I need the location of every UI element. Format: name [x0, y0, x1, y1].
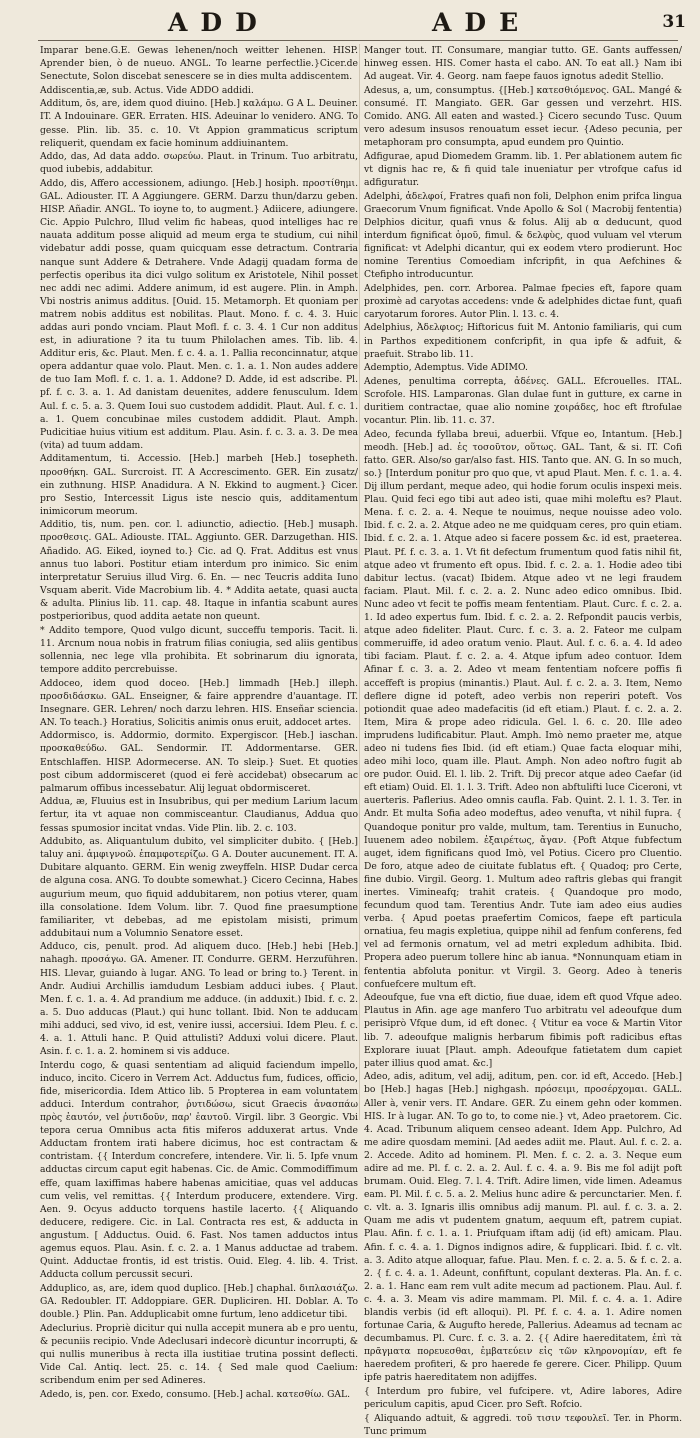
entry: Adfigurae, apud Diomedem Gramm. lib. 1. Per ablationem autem fic vt dignis hac re, & fi quid tale inueniatur per vtrofque cafus id adfiguratur.: [364, 150, 682, 188]
left-column: [40, 44, 358, 1400]
entry: Adelphides, pen. corr. Arborea. Palmae fpecies eft, fapore quam proximè ad caryotas accedens: vnde & adelphides dictae funt, quafi caryotarum forores. Autor Plin. l. 13. c. 4.: [364, 282, 682, 320]
entry: Adelphius, Ἀδελφιος; Hiftoricus fuit M. Antonio familiaris, qui cum in Parthos expeditionem confcripfit, in qua ipfe & adfuit, & praefuit. Strabo lib. 11.: [364, 322, 682, 360]
entry: Adedo, is, pen. cor. Exedo, consumo. [Heb.] achal. κατεσθίω. GAL.: [40, 1388, 351, 1400]
page-number: 31: [662, 12, 686, 32]
right-column: [364, 44, 682, 1437]
entry: Ademptio, Ademptus. Vide ADIMO.: [364, 362, 528, 374]
entry: Additio, tis, num. pen. cor. l. adiunctio, adiectio. [Heb.] musaph. προσθεσις. GAL. Adiouste. ITAL. Aggiunto. GER. Darzugethan. HIS. Añadido. AG. Eiked, ioyned to.} Cic. ad Q. Frat. Additus est vnus annus tuo labori. Postitur etiam interdum pro inimico. Sic enim interpretatur Seruius illud Virg. 6. En. — nec Teucris addita Iuno Vsquam aberit. Vide Macrobium lib. 4. * Addita aetate, quasi aucta & adulta. Plinius lib. 11. cap. 48. Itaque in infantia scabunt aures postperioribus, quod addita aetate non queunt.: [40, 519, 358, 623]
entry: Manger tout. IT. Consumare, mangiar tutto. GE. Gants auffessen/ hinweg essen. HIS. Comer hasta el cabo. AN. To eat all.} Nam ibi Ad augeat. Vir. 4. Georg. nam faepe fauos ignotus adedit Stellio.: [364, 45, 682, 83]
entry: Adesus, a, um, consumptus. {[Heb.] κατεσθιόμενος. GAL. Mangé & consumé. IT. Mangiato. GER. Gar gessen und verzehrt. HIS. Comido. ANG. All eaten and wasted.} Cicero secundo Tusc. Quum vero adesum insusos renouatum esset iecur. {Adeso pecunia, per metaphoram pro consumpta, apud eundem pro Quintio.: [364, 84, 682, 149]
running-head-right: ADE: [432, 8, 532, 37]
entry: Adduco, cis, penult. prod. Ad aliquem duco. [Heb.] hebi [Heb.] nahagh. προσάγω. GA. Amener. IT. Condurre. GERM. Herzuführen. HIS. Llevar, guiando à lugar. ANG. To lead or bring to.} Terent. in Andr. Audiui Archillis iamdudum Lesbiam adduci iubes. { Plaut. Men. f. c. 1. a. 4. Ad prandium me adduce. (in adduxit.) Ibid. f. c. 2. a. 5. Duo adducas (Plaut.) qui hunc tollant. Ibid. Non te adducam mihi adduci, sed vivo, id est, venire iussi, accersiui. Idem Pleu. f. c. 4. a. 1. Attuli hanc. P. Quid attulisti? Adduxi volui dicere. Plaut. Asin. f. c. 1. a. 2. hominem si vis adduce.: [40, 941, 358, 1058]
entry: Addormisco, is. Addormio, dormito. Expergiscor. [Heb.] iaschan. προσκαθεύδω. GAL. Sendormir. IT. Addormentarse. GER. Entschlaffen. HISP. Adormecerse. AN. To sleip.} Suet. Et quoties post cibum addormisceret (quod ei ferè accidebat) obsecarum ac palmarum offibus incessebatur. Alij leguat obdormisceret.: [40, 730, 358, 794]
entry: { Aliquando adtuit, & aggredi. τοῦ τισιν τεφουλεῖ. Ter. in Phorm. Tunc primum: [364, 1412, 682, 1437]
entry: Addoceo, idem quod doceo. [Heb.] limmadh [Heb.] illeph. προσδιδάσκω. GAL. Enseigner, & faire apprendre d'auantage. IT. Insegnare. GER. Lehren/ noch darzu lehren. HIS. Enseñar sciencia. AN. To teach.} Horatius, Solicitis animis onus eruit, addocet artes.: [40, 677, 358, 728]
entry: Adeo, adis, aditum, vel adij, aditum, pen. cor. id eft, Accedo. [Heb.] bo [Heb.] hagas [Heb.] nighgash. πρόσειμι, προσέρχομαι. GALL. Aller à, venir vers. IT. Andare. GER. Zu einem gehn oder kommen. HIS. Ir à lugar. AN. To go to, to come nie.} vt, Adeo praetorem. Cic. 4. Acad. Tribunum aliquem censeo adeant. Idem App. Pulchro, Ad me adire quosdam memini. [Ad aedes adiit me. Plaut. Aul. f. c. 2. a. 2. Accede. Adito ad hominem. Pl. Men. f. c. 2. a. 3. Neque eum adire ad me. Pl. f. c. 2. a. 2. Aul. f. c. 4. a. 9. Bis me fol adijt poft brumam. Ouid. Eleg. 7. l. 4. Trift. Adire limen, vide limen. Adeamus eam. Pl. Mil. f. c. 5. a. 2. Melius hunc adire & percunctarier. Men. f. c. vlt. a. 3. Ignaris illis omnibus adij manum. Pl. aul. f. c. 3. a. 2. Quam me adis vt pudentem gnatum, aequum eft, patrem cupiat. Plau. Afin. f. c. 1. a. 1. Priufquam iftam adij (id eft) amicam. Plau. Afin. f. c. 4. a. 1. Dignos indignos adire, & fupplicari. Ibid. f. c. vlt. a. 3. Adito atque alloquar, fafue. Plau. Men. f. c. 2. a. 5. & f. c. 2. a. 2. { f. c. 4. a. 1. Adeunt, confiftunt, copulant dexteras. Pla. An. f. c. 2. a. 1. Hanc eam rem vult adite mecum ad pactionem. Plau. Aul. f. c. 4. a. 3. Meam vis adire mammam. Pl. Mil. f. c. 4. a. 1. Adire blandis verbis (id eft alloqui). Pl. Pf. f. c. 4. a. 1. Adire nomen fortunae Caria, & Augufto herede, Pallerius. Adeamus ad tecnam ac decumbamus. Pl. Curc. f. c. 3. a. 2. {{ Adire haereditatem, ἐπὶ τὰ πρᾶγματα πορευεσθαι, ἐμβατεύειν εἰς τῶν κληρονομίαν, eft fe haeredem profiteri, & pro haerede fe gerere. Cicer. Philipp. Quum ipfe patris haereditatem non adijffes.: [364, 1071, 682, 1384]
entry: Additum, ōs, are, idem quod diuino. [Heb.] καλάμω. G A L. Deuiner. IT. A Indouinare. GER. Erraten. HIS. Adeuinar lo venidero. ANG. To gesse. Plin. lib. 35. c. 10. Vt Appion grammaticus scriptum reliquerit, quendam ex facie hominum addiuinantem.: [40, 98, 358, 149]
entry: Adeoufque, fue vna eft dictio, fiue duae, idem eft quod Vfque adeo. Plautus in Afin. age age manfero Tuo arbitratu vel adeoufque dum perisiprò Vfque dum, id eft donec. { Vtitur ea voce & Martin Vitor lib. 7. adeoufque malignis herbarum fibimis poft radicibus eftas Explorare iuuat [Plaut. amph. Adeoufque fatietatem dum capiet pater illius quod amat. &c.]: [364, 992, 682, 1069]
header-rule: [38, 40, 678, 41]
entry: Addua, æ, Fluuius est in Insubribus, qui per medium Larium lacum fertur, ita vt aquae non commisceantur. Claudianus, Addua quo fessas spumosior incitat vndas. Vide Plin. lib. 2. c. 103.: [40, 796, 358, 834]
entry: Additamentum, ti. Accessio. [Heb.] marbeh [Heb.] tosepheth. προσθήκη. GAL. Surcroist. IT. A Accrescimento. GER. Ein zusatz/ ein zuthnung. HISP. Anadidura. A N. Ekkind to augment.} Cicer. pro Sestio, Intercessit Ligus iste nescio quis, additamentum inimicorum meorum.: [40, 453, 358, 517]
entry: { Interdum pro fubire, vel fufcipere. vt, Adire labores, Adire periculum capitis, apud Cicer. pro Seft. Rofcio.: [364, 1386, 682, 1411]
entry: Adelphi, ἀδελφοί, Fratres quafi non foli, Delphon enim prifca lingua Graecorum Vnum fignificat. Vnde Apollo & Sol ( Macrobij fententia) Delphios dicitur, quafi vnus & folus. Alij ab α deducunt, quod interdum fignificat ὁμοῦ, fimul. & δελφὺς, quod vuluam vel vterum fignificat: vt Adelphi dicantur, qui ex eodem vtero prodierunt. Hoc nomine Terentius Comoediam infcripfit, in qua Aefchines & Ctefipho introducuntur.: [364, 190, 682, 281]
entry: Addiscentia,æ, sub. Actus. Vide ADDO addidi.: [40, 84, 254, 96]
entry: Adenes, penultima correpta, ἀδένες. GALL. Efcrouelles. ITAL. Scrofole. HIS. Lamparonas. Glan dulae funt in gutture, ex carne in duritiem contractae, quae alio nomine χοιράδες, hoc eft ftrofulae vocantur. Plin. lib. 11. c. 37.: [364, 375, 682, 427]
running-head-left: ADD: [168, 8, 270, 37]
column-divider: [359, 44, 360, 1120]
entry: Addo, das, Ad data addo. σωρεύω. Plaut. in Trinum. Tuo arbitratu, quod iubebis, addabitur.: [40, 151, 358, 176]
entry: Imparar bene.G.E. Gewas lehenen/noch weitter lehenen. HISP. Aprender bien, ò de nueuo. ANGL. To learne perfectlie.}Cicer.de Senectute, Solon discebat senescere se in dies multa addiscentem.: [40, 45, 358, 83]
entry: * Addito tempore, Quod vulgo dicunt, succeffu temporis. Tacit. li. 11. Arcnum noua nobis in fratrum filias coniugia, sed aliis gentibus sollennia, nec lege vlla prohibita. Et sobrinarum diu ignorata, tempore addito percrebuisse.: [40, 624, 358, 675]
entry: Addo, dis, Affero accessionem, adiungo. [Heb.] hosiph. προστίθημι. GAL. Adiouster. IT. A Aggiungere. GERM. Darzu thun/darzu geben. HISP. Añadir. ANGL. To ioyne to, to augment.} Adiicere, adiungere. Cic. Appio Pulchro, Illud velim fic habeas, quod intelliges hac re nauata additum posse aliquid ad meum erga te studium, cui nihil videbatur addi posse, quam quicquam esse detractum. Contraria nanque sunt Addere & Detrahere. Vnde Adagij quadam forma de perfectis operibus ita dici vulgo solitum ex Aristotele, Nihil posset nec addi nec adimi. Addere animum, id est augere. Plin. in Amph. Vbi nostris animus additus. [Ouid. 15. Metamorph. Et quoniam per matrem nobis additus est nobilitas. Plaut. Mono. f. c. 4. 3. Huic addas auri pondo vnciam. Plaut Mofl. f. c. 3. 4. 1 Cur non additus est, in adiuratione ? ita tu tuum Philolachen ames. Tib. lib. 4. Additur eris, &c. Plaut. Men. f. c. 4. a. 1. Pallia reconcinnatur, atque opera addantur quae volo. Plaut. Men. c. 1. a. 1. Non audes addere de tuo Iam Mofl. f. c. 1. a. 1. Addone? D. Adde, id est adscribe. Pl. pf. f. c. 3. a. 1. Ad danistam deuenites, addere fenusculum. Idem Aul. f. c. 5. a. 3. Quem Ioui suo custodem addidit. Plaut. Aul. f. c. 1. a. 1. Quem concubinae miles custodem addidit. Plaut. Amph. Pudicitiae huius vitium est additum. Plau. Asin. f. c. 3. a. 3. De mea (vita) ad tuum addam.: [40, 177, 358, 451]
entry: Adduplico, as, are, idem quod duplico. [Heb.] chaphal. διπλασιάζω. GA. Redoubler. IT. Addoppiare. GER. Dupliciren. HI. Doblar. A. To double.} Plin. Pan. Adduplicabit omne furtum, leno addicetur tibi.: [40, 1282, 358, 1320]
entry: Interdu cogo, & quasi sententiam ad aliquid faciendum impello, induco, incito. Cicero in Verrem Act. Adductus fum, fudices, officio, fide, misericordia. Idem Attico lib. 5 Propterea in eam voluntatem adduci. Interdum contrahor, ῥυτιδώσω, sicut Graecis ἀνασπάω πρὸς ἑαυτόν, vel ῥυτιδοῦν, παρ' ἑαυτοῦ. Virgil. libr. 3 Georgic. Vbi tepora cerua Omnibus acta fitis miferos adduxerat artus. Vnde Adductam frontem irati habere dicimus, hoc est contractam & contristam. {{ Interdum concrefere, intendere. Vir. li. 5. Ipfe vnum adductas circum caput egit habenas. Cic. de Amic. Commodiffimum effe, quam laxiffimas habere habenas amicitiae, quas vel adducas cum velis, vel remittas. {{ Interdum producere, extendere. Virg. Aen. 9. Ocyus adducto torquens hastile lacerto. {{ Aliquando deducere, redigere. Cic. in Lal. Contracta res est, & adducta in angustum. [ Adductus. Ouid. 6. Fast. Nos tamen adductos intus agemus equos. Plau. Asin. f. c. 2. a. 1 Manus adductae ad trabem. Quint. Adductae frontis, id est tristis. Ouid. Eleg. 4. lib. 4. Trist. Adducta collum percussit securi.: [40, 1059, 358, 1281]
entry: Adeo, fecunda fyllaba breui, aduerbii. Vfque eo, Intantum. [Heb.] meodh. [Heb.] ad. ἐς τοσοῦτον, οὕτως. GAL. Tant, & si. IT. Cofi fatto. GER. Also/so gar/also fast. HIS. Tanto que. AN. G. In so much, so.} [Interdum ponitur pro quo que, vt apud Plaut. Men. f. c. 1. a. 4. Dij illum perdant, meque adeo, qui hodie forum oculis inspexi meis. Plau. Quid feci ego tibi aut adeo isti, quae mihi moleftu es? Plaut. Mena. f. c. 2. a. 4. Neque te nouimus, neque nouisse adeo volo. Ibid. f. c. 2. a. 2. Atque adeo ne me quidquam ceres, pro quin etiam. Ibid. f. c. 2. a. 1. Atque adeo si facere possem &c. id est, praeterea. Plaut. Pf. f. c. 3. a. 1. Vt fit defectum frumentum quod fatis nihil fit, atque adeo vt frumento eft opus. Ibid. f. c. 2. a. 1. Hodie adeo tibi dabitur lectus. (vacat) Ibidem. Atque adeo vt ne legi fraudem faciam. Plaut. Mil. f. c. 2. a. 2. Nunc adeo edico omnibus. Ibid. Nunc adeo vt fecit te poffis meam fententiam. Plaut. Curc. f. c. 2. a. 1. Id adeo expertus fum. Ibid. f. c. 2. a. 2. Refpondit paucis verbis, atque adeo fideliter. Plaut. Curc. f. c. 3. a. 2. Fateor me culpam commeruiffe, id adeo oratum venio. Plaut. Aul. f. c. 6. a. 4. Id adeo tibi faciam. Plaut. f. c. 2. a. 4. Atque ipfum adeo contuor. Idem Afinar f. c. 3. a. 2. Adeo vt meam fententiam nofcere poffis fi acceffeft is propius (minantis.) Plaut. Aul. f. c. 2. a. 3. Item, Nemo deflere digne id poteft, adeo verbis non reperiri poteft. Vos potiondit quae adeo madefacitis (id eft etiam.) Plaut. f. c. 2. a. 2. Item, Mira & prope adeo ridicula. Gel. l. 6. c. 20. Ille adeo imprudens ludificabitur. Plaut. Amph. Imò nemo praeter me, atque adeo ni tudens fies Ibid. (id eft etiam.) Quae facta eloquar mihi, adeo mihi loco, quam ille. Plaut. Amph. Non adeo noftro fugit ab ore pudor. Ouid. El. l. lib. 2. Trift. Dij precor atque adeo Caefar (id eft etiam) Ouid. El. 1. l. 3. Trift. Adeo non abftulifti luce Ciceroni, vt auerteris. Paflerius. Adeo omnis caufla. Fab. Quint. 2. l. 1. 3. Ter. in Andr. Et multa Sofia adeo modeftus, adeo venufta, vt nihil fupra. { Quandoque ponitur pro valde, multum, tam. Terentius in Eunucho, Iuuenem adeo nobilem. ἐξαιρέτως, ἄγαν. {Poft Atque fubfectum auget, idem fignificans quod Imò, vel Potius. Cicero pro Cluentio. De foro, atque adeo de ciuitate fublatus eft. { Quadoq; pro Certe, fine dubio. Virgil. Georg. 1. Multum adeo raftris glebas qui frangit inertes. Vimineafq; trahit crateis. { Quandoque pro modo, fecundum quod tam. Terentius Andr. Tute iam adeo eius audies verba. { Apud poetas praefertim Comicos, faepe eft particula ornatiua, feu magis expletiua, quippe nihil ad fenfum conferens, fed vel ad fermonis ornatum, vel ad metri expledum adhibita. Ibid. Propera adeo puerum tollere hinc ab ianua. *Nonnunquam etiam in fententia abfoluta ponitur. vt Virgil. 3. Georg. Adeo à teneris confuefcere multum eft.: [364, 428, 682, 990]
entry: Addubito, as. Aliquantulum dubito, vel simpliciter dubito. { [Heb.] taluy ani. ἀμφιγνοῶ. ἐπαμφοτερίζω. G A. Douter aucunement. IT. A. Dubitare alquanto. GERM. Ein wenig zweyffeln. HISP. Dudar cerca de alguna cosa. ANG. To doubte somewhat.} Cicero Cecinna, Habes augurium meum, quo fiquid addubitarem, non potius vterer, quam illa consolatione. Idem Volum. libr. 7. Quod fine praesumptione familiariter, vt debebas, ad me epistolam misisti, primum addubitaui num a Volumnio Senatore esset.: [40, 836, 358, 939]
entry: Adeclurius. Propriè dicitur qui nulla accepit munera ab e pro uentu, & pecuniis recipio. Vnde Adeclusari indecorè dicuntur incorrupti, & qui nullis muneribus à recta illa iustitiae trutina possint deflecti. Vide Cal. Antiq. lect. 25. c. 14. { Sed male quod Caelium: scribendum enim per sed Adineres.: [40, 1322, 358, 1386]
